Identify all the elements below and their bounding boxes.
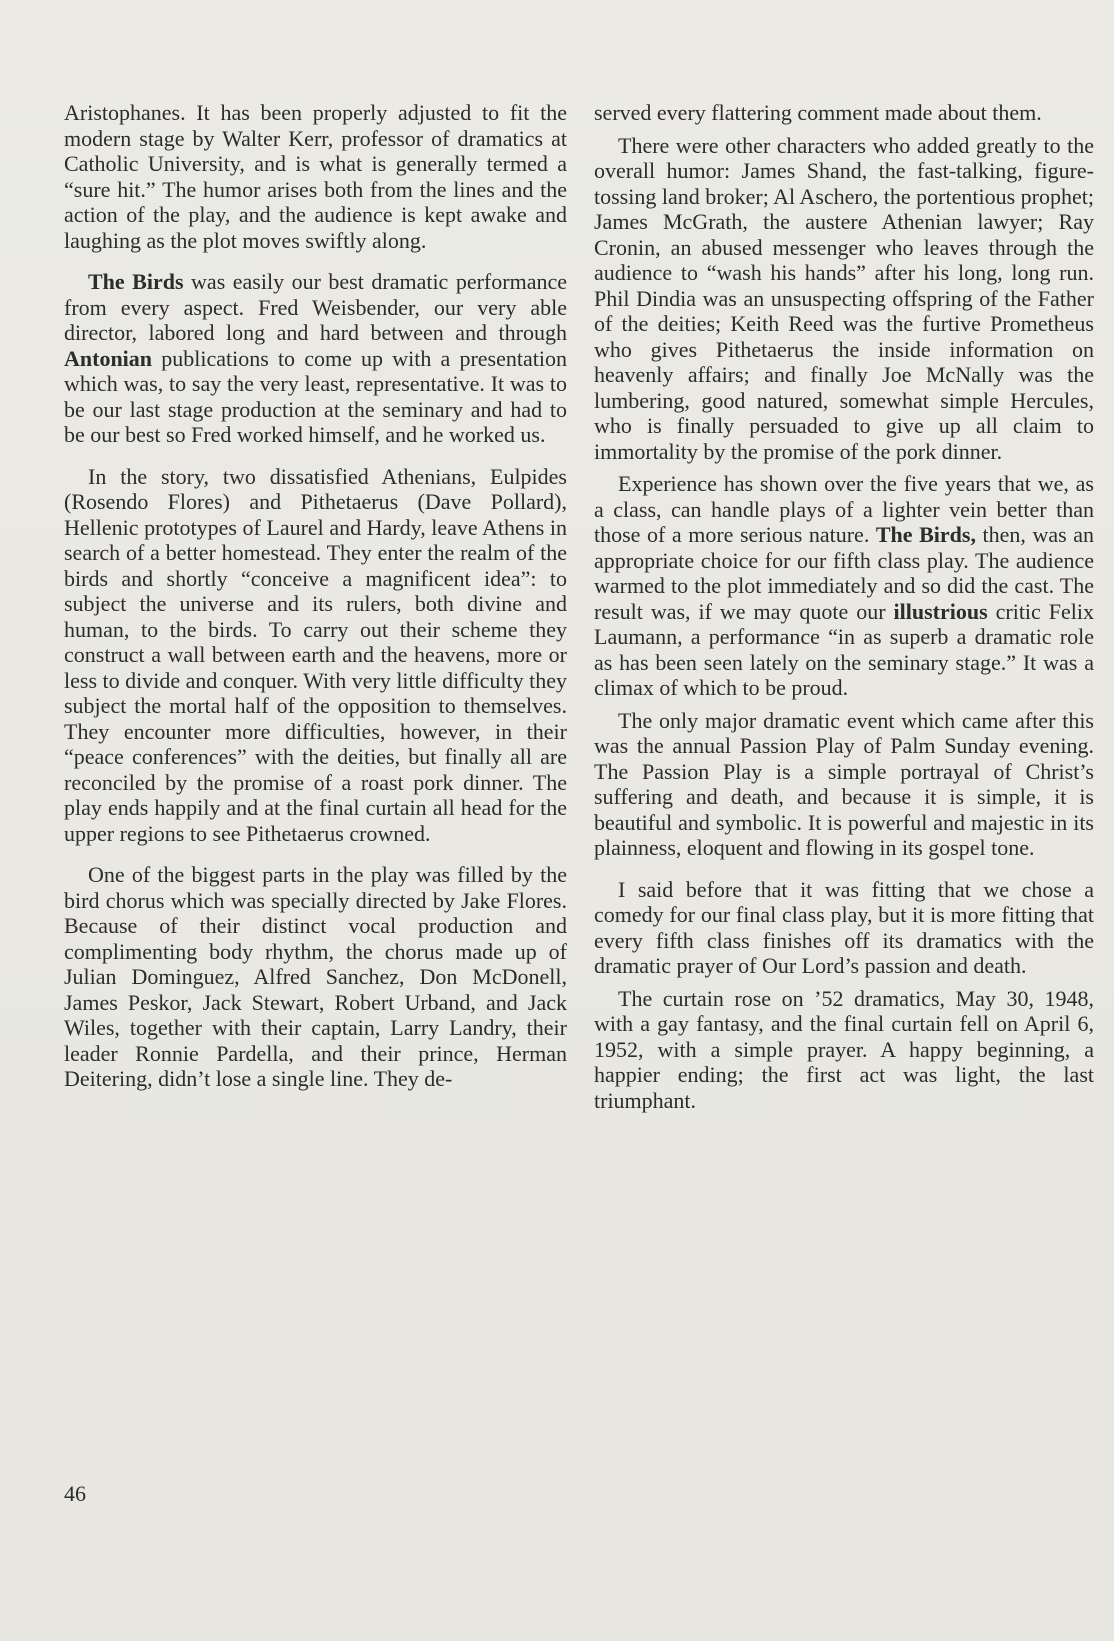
paragraph	[594, 471, 1094, 701]
paragraph: Aristophanes. It has been properly adjusted to fit the modern stage by Walter Kerr, professor of dramatics at Catholic University, and is what is generally termed a “sure hit.” The humor arises both from the lines and the action of the play, and the audience is kept awake and laughing as the plot moves swiftly along.	[64, 100, 567, 253]
paragraph: I said before that it was fitting that we chose a comedy for our final class play, but it is more fitting that every fifth class finishes off its dramatics with the dramatic prayer of Our Lord’s passion and death.	[594, 876, 1094, 978]
paragraph: served every flattering comment made about them.	[594, 100, 1042, 125]
paragraph-text: Experience has shown over the five years that we, as a class, can handle plays of a lighter vein better than those of a more serious nature.	[594, 471, 1094, 547]
play-title: The Birds	[88, 269, 184, 294]
paragraph-text: publications to come up with a presentation which was, to say the very least, representative. It was to be our last stage production at the seminary and had to be our best so Fred worked himself, and he worked us.	[64, 345, 567, 447]
emphasis-text: illustrious	[893, 598, 988, 624]
publication-name: Antonian	[64, 345, 153, 371]
page-number: 46	[64, 1481, 86, 1506]
left-text-column	[64, 100, 567, 1099]
paragraph: The only major dramatic event which came after this was the annual Passion Play of Palm Sunday evening. The Passion Play is a simple portrayal of Christ’s suffering and death, and because it is simple, it is beautiful and symbolic. It is powerful and majestic in its plainness, eloquent and flowing in its gospel tone.	[594, 707, 1094, 860]
paragraph	[64, 269, 567, 448]
play-title: The Birds,	[875, 522, 976, 547]
paragraph-text: critic Felix Laumann, a performance “in as superb a dramatic role as has been seen lately on the seminary stage.” It was a climax of which to be proud.	[594, 598, 1095, 700]
paragraph: One of the biggest parts in the play was filled by the bird chorus which was specially directed by Jake Flores. Because of their distinct vocal production and complimenting body rhythm, the chorus made up of Julian Dominguez, Alfred Sanchez, Don McDonell, James Peskor, Jack Stewart, Robert Urband, and Jack Wiles, together with their captain, Larry Landry, their leader Ronnie Pardella, and their prince, Herman Deitering, didn’t lose a single line. They de-	[64, 862, 567, 1091]
paragraph: In the story, two dissatisfied Athenians, Eulpides (Rosendo Flores) and Pithetaerus (Dave Pollard), Hellenic prototypes of Laurel and Hardy, leave Athens in search of a better homestead. They enter the realm of the birds and shortly “conceive a magnificent idea”: to subject the universe and its rulers, both divine and human, to the birds. To carry out their scheme they construct a wall between earth and the heavens, more or less to divide and conquer. With very little difficulty they subject the mortal half of the opposition to themselves. They encounter more difficulties, however, in their “peace conferences” with the deities, but finally all are reconciled by the promise of a roast pork dinner. The play ends happily and at the final curtain all head for the upper regions to see Pithetaerus crowned.	[64, 463, 567, 846]
paragraph-text: was easily our best dramatic performance from every aspect. Fred Weisbender, our very able director, labored long and hard between and through	[64, 269, 567, 345]
right-text-column	[594, 100, 1094, 1120]
paragraph: There were other characters who added greatly to the overall humor: James Shand, the fast-talking, figure-tossing land broker; Al Aschero, the portentious prophet; James McGrath, the austere Athenian lawyer; Ray Cronin, an abused messenger who leaves through the audience to “wash his hands” after his long, long run. Phil Dindia was an unsuspecting offspring of the Father of the deities; Keith Reed was the furtive Prometheus who gives Pithetaerus the inside information on heavenly affairs; and finally Joe McNally was the lumbering, good natured, somewhat simple Hercules, who is finally persuaded to give up all claim to immortality by the promise of the pork dinner.	[594, 132, 1094, 464]
paragraph: The curtain rose on ’52 dramatics, May 30, 1948, with a gay fantasy, and the final curtain fell on April 6, 1952, with a simple prayer. A happy beginning, a happier ending; the first act was light, the last triumphant.	[594, 985, 1094, 1113]
paragraph-text: then, was an appropriate choice for our fifth class play. The audience warmed to the plot immediately and so did the cast. The result was, if we may quote our	[594, 522, 1094, 624]
